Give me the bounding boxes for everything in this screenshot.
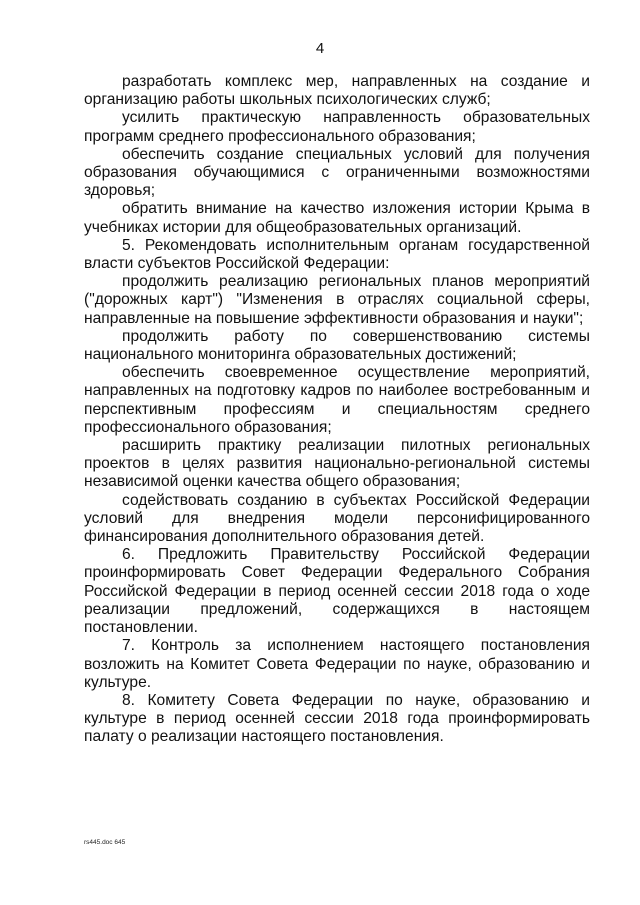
footer-file-reference: rs445.doc 645 [84,839,126,846]
page-number: 4 [315,40,325,57]
paragraph-vocational-programs: усилить практическую направленность образовательных программ среднего профессионального образования; [84,109,590,145]
paragraph-item-5: 5. Рекомендовать исполнительным органам государственной власти субъектов Российской Федерации: [84,236,590,273]
paragraph-psych-services: разработать комплекс мер, направленных на создание и организацию работы школьных психологических служб; [84,73,590,109]
paragraph-item-7: 7. Контроль за исполнением настоящего постановления возложить на Комитет Совета Федерации по науке, образованию и культуре. [84,637,590,691]
document-body [84,73,590,747]
paragraph-pilot-projects: расширить практику реализации пилотных региональных проектов в целях развития национально-региональной системы независимой оценки качества общего образования; [84,437,590,491]
paragraph-crimea-history: обратить внимание на качество изложения истории Крыма в учебниках истории для общеобразовательных организаций. [84,200,590,236]
paragraph-personalized-funding: содействовать созданию в субъектах Российской Федерации условий для внедрения модели персонифицированного финансирования дополнительного образования детей. [84,491,590,546]
paragraph-item-6: 6. Предложить Правительству Российской Федерации проинформировать Совет Федерации Федерального Собрания Российской Федерации в период осенней сессии 2018 года о ходе реализации предложений, содержащихся в настоящем постановлении. [84,546,590,637]
paragraph-road-maps: продолжить реализацию региональных планов мероприятий ("дорожных карт") "Изменения в отраслях социальной сферы, направленные на повышение эффективности образования и науки"; [84,273,590,327]
paragraph-staff-training: обеспечить своевременное осуществление мероприятий, направленных на подготовку кадров по наиболее востребованным и перспективным профессиям и специальностям среднего профессионального образования; [84,364,590,436]
paragraph-special-conditions: обеспечить создание специальных условий для получения образования обучающимися с ограниченными возможностями здоровья; [84,145,590,200]
paragraph-monitoring: продолжить работу по совершенствованию системы национального мониторинга образовательных достижений; [84,327,590,364]
paragraph-item-8: 8. Комитету Совета Федерации по науке, образованию и культуре в период осенней сессии 2018 года проинформировать палату о реализации настоящего постановления. [84,691,590,746]
